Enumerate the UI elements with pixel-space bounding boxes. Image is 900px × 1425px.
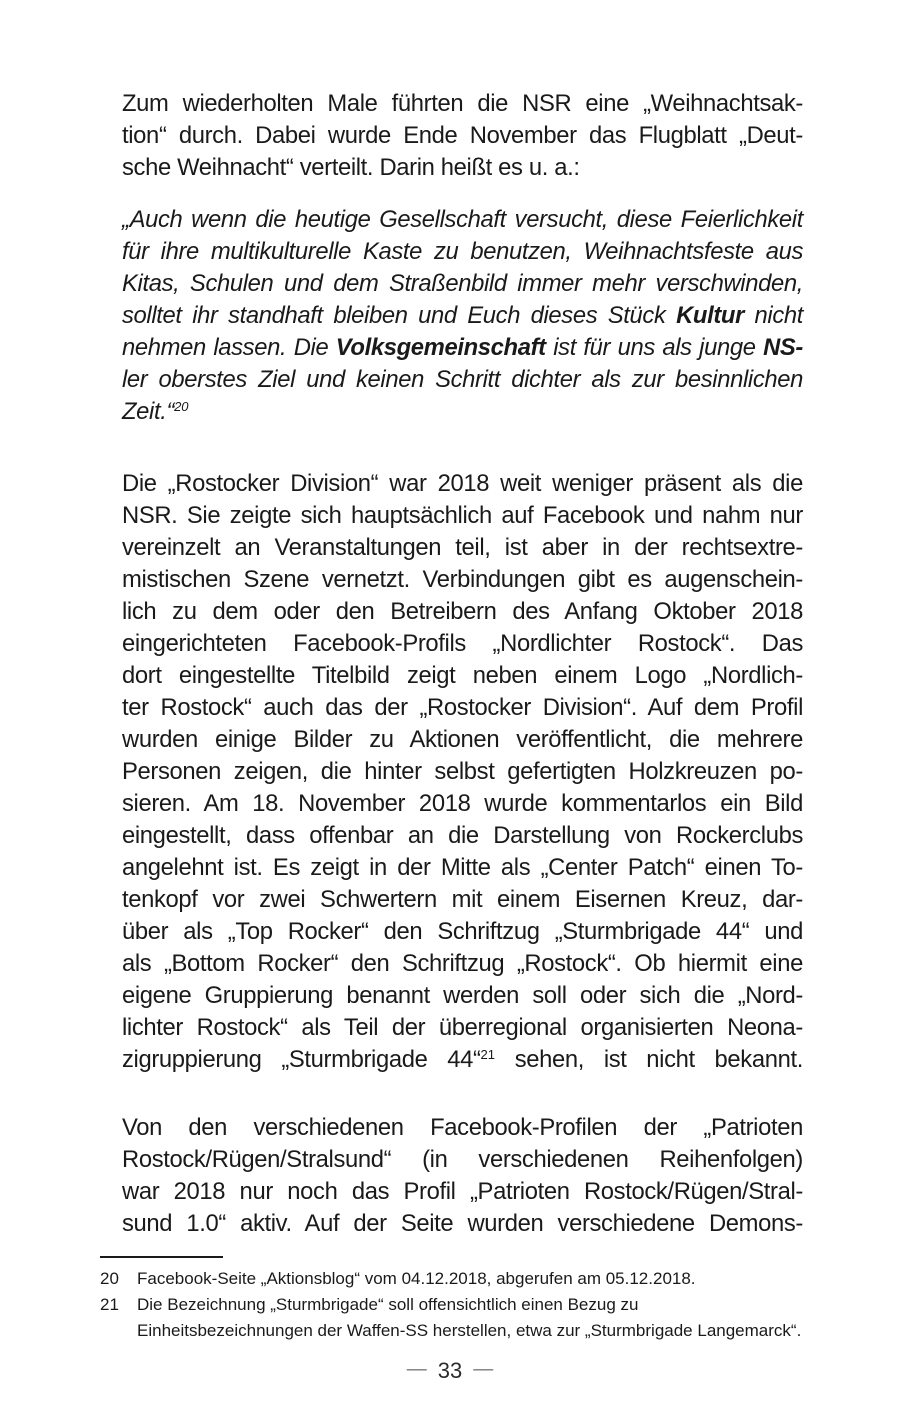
text-line [122,1044,803,1076]
text-line: eingestellt, dass offenbar an die Darstellung von Rockerclubs [122,822,803,849]
footnote-number: 20 [100,1269,119,1288]
block-quote [122,204,803,428]
footnote-separator-rule [100,1256,223,1258]
quote-bold-kultur: Kultur [676,302,744,329]
text-line: war 2018 nur noch das Profil „Patrioten Rostock/Rügen/Stral- [122,1178,803,1205]
quote-line [122,396,803,428]
text-line: Zum wiederholten Male führten die NSR eine „Weihnachtsak- [122,90,803,117]
footnote-text [137,1292,803,1344]
quote-text: Zeit.“ [122,398,175,425]
footnotes-section [100,1256,803,1344]
text-line: eigene Gruppierung benannt werden soll oder sich die „Nord- [122,982,803,1009]
footnote-line: Die Bezeichnung „Sturmbrigade“ soll offensichtlich einen Bezug zu [137,1295,639,1314]
text-line: angelehnt ist. Es zeigt in der Mitte als „Center Patch“ einen To- [122,854,803,881]
quote-bold-volksgemeinschaft: Volksgemeinschaft [335,334,546,361]
quote-bold-ns: NS- [763,334,803,361]
text-line: eingerichteten Facebook-Profils „Nordlichter Rostock“. Das [122,630,803,657]
quote-line: „Auch wenn die heutige Gesellschaft versucht, diese Feierlichkeit [122,206,803,233]
text-line: mistischen Szene vernetzt. Verbindungen gibt es augenschein- [122,566,803,593]
text-line: lich zu dem oder den Betreibern des Anfang Oktober 2018 [122,598,803,625]
footnote-line: Facebook-Seite „Aktionsblog“ vom 04.12.2018, abgerufen am 05.12.2018. [137,1269,696,1288]
text-line: als „Bottom Rocker“ den Schriftzug „Rostock“. Ob hiermit eine [122,950,803,977]
text-line: dort eingestellte Titelbild zeigt neben einem Logo „Nordlich- [122,662,803,689]
footnote-text [137,1266,803,1292]
footnote-ref-20: 20 [174,399,189,415]
page-number-dash-left: — [406,1358,427,1380]
text-line: sieren. Am 18. November 2018 wurde kommentarlos ein Bild [122,790,803,817]
text-line: tenkopf vor zwei Schwertern mit einem Eisernen Kreuz, dar- [122,886,803,913]
text-line: Die „Rostocker Division“ war 2018 weit weniger präsent als die [122,470,803,497]
page-number-dash-right: — [473,1358,494,1380]
paragraph-patrioten [122,1112,803,1240]
paragraph-intro [122,88,803,184]
text-line: lichter Rostock“ als Teil der überregional organisierten Neona- [122,1014,803,1041]
footnote-number: 21 [100,1295,119,1314]
text-line: sund 1.0“ aktiv. Auf der Seite wurden verschiedene Demons- [122,1210,803,1237]
page-number [0,1358,900,1384]
quote-line: für ihre multikulturelle Kaste zu benutzen, Weihnachtsfeste aus [122,238,803,265]
text-line: vereinzelt an Veranstaltungen teil, ist aber in der rechtsextre- [122,534,803,561]
text-line: Von den verschiedenen Facebook-Profilen der „Patrioten [122,1114,803,1141]
text-line: ter Rostock“ auch das der „Rostocker Division“. Auf dem Profil [122,694,803,721]
quote-text: nehmen lassen. Die [122,334,336,361]
text-line: über als „Top Rocker“ den Schriftzug „Sturmbrigade 44“ und [122,918,803,945]
quote-text: solltet ihr standhaft bleiben und Euch dieses Stück [122,302,677,329]
quote-text: nicht [743,302,803,329]
footnote-ref-21: 21 [480,1047,495,1063]
footnote-line: Einheitsbezeichnungen der Waffen-SS herstellen, etwa zur „Sturmbrigade Langemarck“. [137,1321,802,1340]
page-number-value: 33 [437,1358,463,1383]
quote-line [122,332,803,364]
text-line: tion“ durch. Dabei wurde Ende November das Flugblatt „Deut- [122,122,803,149]
body-text: sehen, ist nicht bekannt. [495,1046,803,1073]
quote-text: ist für uns als junge [545,334,764,361]
footnote-21 [100,1292,803,1344]
footnote-20 [100,1266,803,1292]
quote-line: Kitas, Schulen und dem Straßenbild immer mehr verschwinden, [122,270,803,297]
text-block [100,88,803,1344]
text-line: Rostock/Rügen/Stralsund“ (in verschiedenen Reihenfolgen) [122,1146,803,1173]
paragraph-division [122,468,803,1076]
quote-line: ler oberstes Ziel und keinen Schritt dichter als zur besinnlichen [122,366,803,393]
body-text: zigruppierung „Sturmbrigade 44“ [122,1046,481,1073]
text-line: sche Weihnacht“ verteilt. Darin heißt es u. a.: [122,154,580,181]
text-line: NSR. Sie zeigte sich hauptsächlich auf Facebook und nahm nur [122,502,803,529]
quote-line [122,300,803,332]
text-line: Personen zeigen, die hinter selbst gefertigten Holzkreuzen po- [122,758,803,785]
text-line: wurden einige Bilder zu Aktionen veröffentlicht, die mehrere [122,726,803,753]
